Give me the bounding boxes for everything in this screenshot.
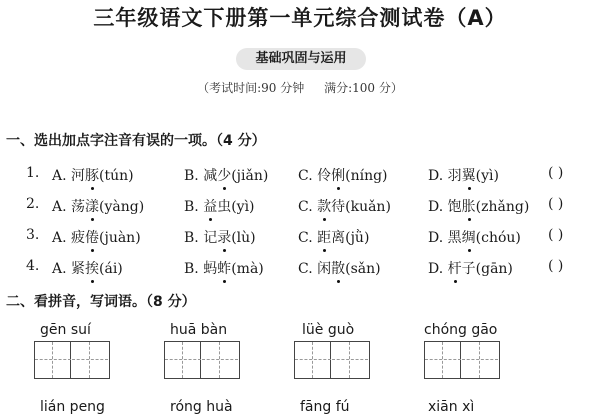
pinyin-label: chóng gāo [424, 322, 498, 338]
question-number: 2. [26, 196, 40, 212]
section1-heading: 一、选出加点字注音有误的一项。（4 分） [6, 133, 266, 149]
question-row [0, 227, 600, 249]
option-c[interactable]: C. 款待(kuǎn) [298, 196, 391, 216]
answer-blank[interactable]: ( ) [548, 196, 564, 212]
section2-heading: 二、看拼音，写词语。（8 分） [6, 294, 196, 310]
pinyin-label: fāng fú [300, 399, 350, 415]
question-number: 4. [26, 258, 40, 274]
writing-grid[interactable] [294, 341, 370, 379]
option-d[interactable]: D. 饱胀(zhǎng) [428, 196, 529, 216]
writing-grid[interactable] [424, 341, 500, 379]
option-a[interactable]: A. 河豚(tún) [52, 165, 134, 185]
pinyin-label: lüè guò [302, 322, 355, 338]
exam-meta [0, 79, 600, 96]
option-a[interactable]: A. 紧挨(ái) [52, 258, 123, 278]
option-b[interactable]: B. 记录(lù) [184, 227, 256, 247]
pinyin-label: huā bàn [170, 322, 228, 338]
option-b[interactable]: B. 蚂蚱(mà) [184, 258, 264, 278]
option-b[interactable]: B. 减少(jiǎn) [184, 165, 268, 185]
option-b[interactable]: B. 益虫(yì) [184, 196, 255, 216]
pinyin-label: xiān xì [428, 399, 475, 415]
writing-grid[interactable] [34, 341, 110, 379]
pinyin-label: róng huà [170, 399, 233, 415]
page-title: 三年级语文下册第一单元综合测试卷（A） [93, 6, 507, 30]
option-c[interactable]: C. 闲散(sǎn) [298, 258, 381, 278]
option-a[interactable]: A. 荡漾(yàng) [52, 196, 144, 216]
answer-blank[interactable]: ( ) [548, 165, 564, 181]
option-d[interactable]: D. 杆子(gān) [428, 258, 513, 278]
writing-grid[interactable] [164, 341, 240, 379]
question-number: 1. [26, 165, 40, 181]
pinyin-label: lián peng [40, 399, 105, 415]
option-c[interactable]: C. 距离(jǜ) [298, 227, 369, 247]
option-d[interactable]: D. 黑绸(chóu) [428, 227, 521, 247]
question-row [0, 258, 600, 280]
pinyin-label: gēn suí [40, 322, 91, 338]
question-row [0, 196, 600, 218]
option-a[interactable]: A. 疲倦(juàn) [52, 227, 141, 247]
option-c[interactable]: C. 伶俐(níng) [298, 165, 388, 185]
exam-time: （考试时间:90 分钟 [197, 81, 305, 95]
exam-score: 满分:100 分） [324, 81, 403, 95]
question-row [0, 165, 600, 187]
answer-blank[interactable]: ( ) [548, 258, 564, 274]
option-d[interactable]: D. 羽翼(yì) [428, 165, 499, 185]
question-number: 3. [26, 227, 40, 243]
subtitle-badge: 基础巩固与运用 [236, 48, 366, 70]
answer-blank[interactable]: ( ) [548, 227, 564, 243]
